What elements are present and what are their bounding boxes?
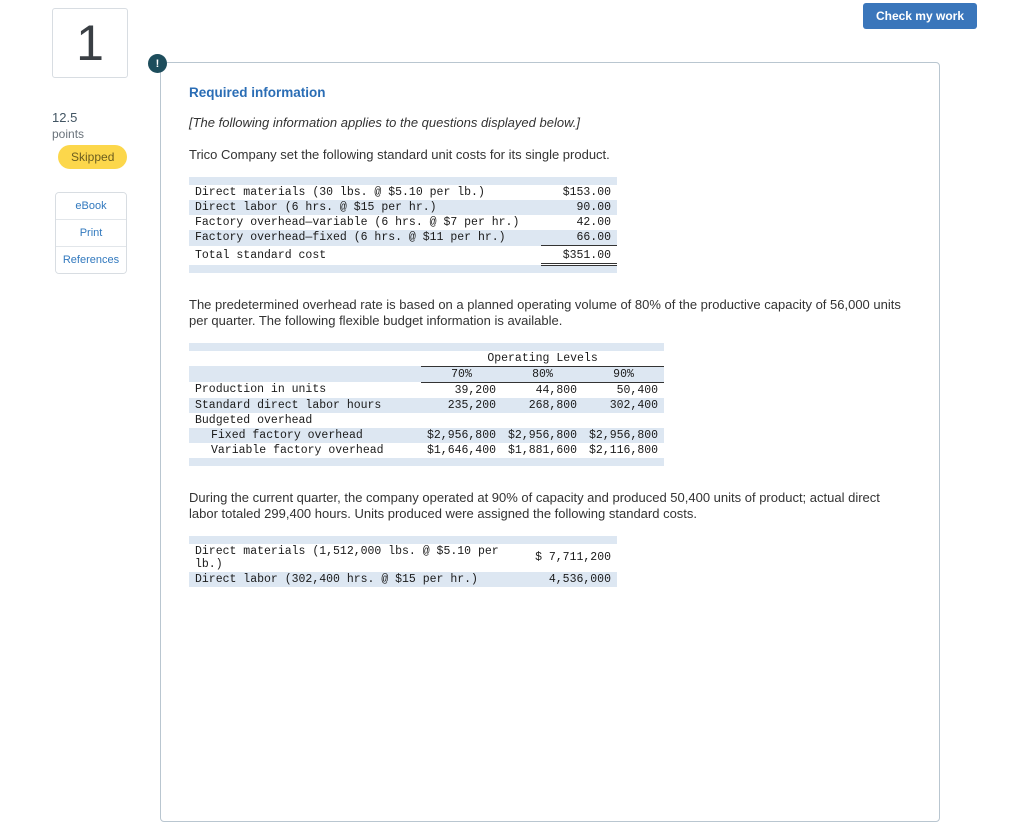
standard-cost-table	[189, 177, 617, 273]
table-row: Fixed factory overhead $2,956,800 $2,956,800 $2,956,800	[189, 428, 664, 443]
table-row: Direct labor (6 hrs. @ $15 per hr.) 90.00	[189, 200, 617, 215]
points-label: points	[52, 127, 85, 141]
ebook-link[interactable]: eBook	[56, 193, 126, 220]
table-row: Standard direct labor hours 235,200 268,800 302,400	[189, 398, 664, 413]
intro-text: Trico Company set the following standard unit costs for its single product.	[189, 147, 610, 162]
table-row: Variable factory overhead $1,646,400 $1,881,600 $2,116,800	[211, 443, 659, 457]
applies-note: [The following information applies to the questions displayed below.]	[189, 115, 580, 130]
question-number: 1	[52, 8, 128, 78]
question-panel	[160, 62, 940, 822]
alert-icon: !	[148, 54, 167, 73]
assigned-cost-table	[189, 536, 617, 587]
flexible-budget-table	[189, 343, 664, 466]
table-row: Factory overhead—fixed (6 hrs. @ $11 per hr.) 66.00	[189, 230, 617, 246]
table-group-header-row: Operating Levels	[189, 351, 664, 367]
table-row: Production in units 39,200 44,800 50,400	[195, 383, 659, 397]
table-row: Factory overhead—variable (6 hrs. @ $7 per hr.) 42.00	[195, 216, 611, 229]
print-link[interactable]: Print	[56, 220, 126, 247]
points-block	[52, 110, 84, 141]
points-value: 12.5	[52, 110, 78, 125]
table-row: Budgeted overhead	[195, 413, 313, 427]
table-row: Direct materials (1,512,000 lbs. @ $5.10 per lb.) $ 7,711,200	[195, 544, 611, 571]
table-row: Direct labor (302,400 hrs. @ $15 per hr.) 4,536,000	[189, 572, 617, 587]
references-link[interactable]: References	[56, 247, 126, 273]
check-my-work-button[interactable]: Check my work	[863, 3, 977, 29]
required-info-title: Required information	[189, 85, 326, 100]
table-row: Direct materials (30 lbs. @ $5.10 per lb.) $153.00	[195, 186, 611, 199]
table-header-row: 70% 80% 90%	[189, 366, 664, 382]
resource-links-card	[55, 192, 127, 274]
table-row-total: Total standard cost $351.00	[189, 246, 617, 265]
overhead-rate-paragraph: The predetermined overhead rate is based on a planned operating volume of 80% of the productive capacity of 56,000 units per quarter. The following flexible budget information is available.	[189, 296, 901, 328]
status-badge: Skipped	[58, 145, 127, 169]
current-quarter-paragraph: During the current quarter, the company operated at 90% of capacity and produced 50,400 units of product; actual direct labor totaled 299,400 hours. Units produced were assigned the following standard costs.	[189, 489, 880, 521]
